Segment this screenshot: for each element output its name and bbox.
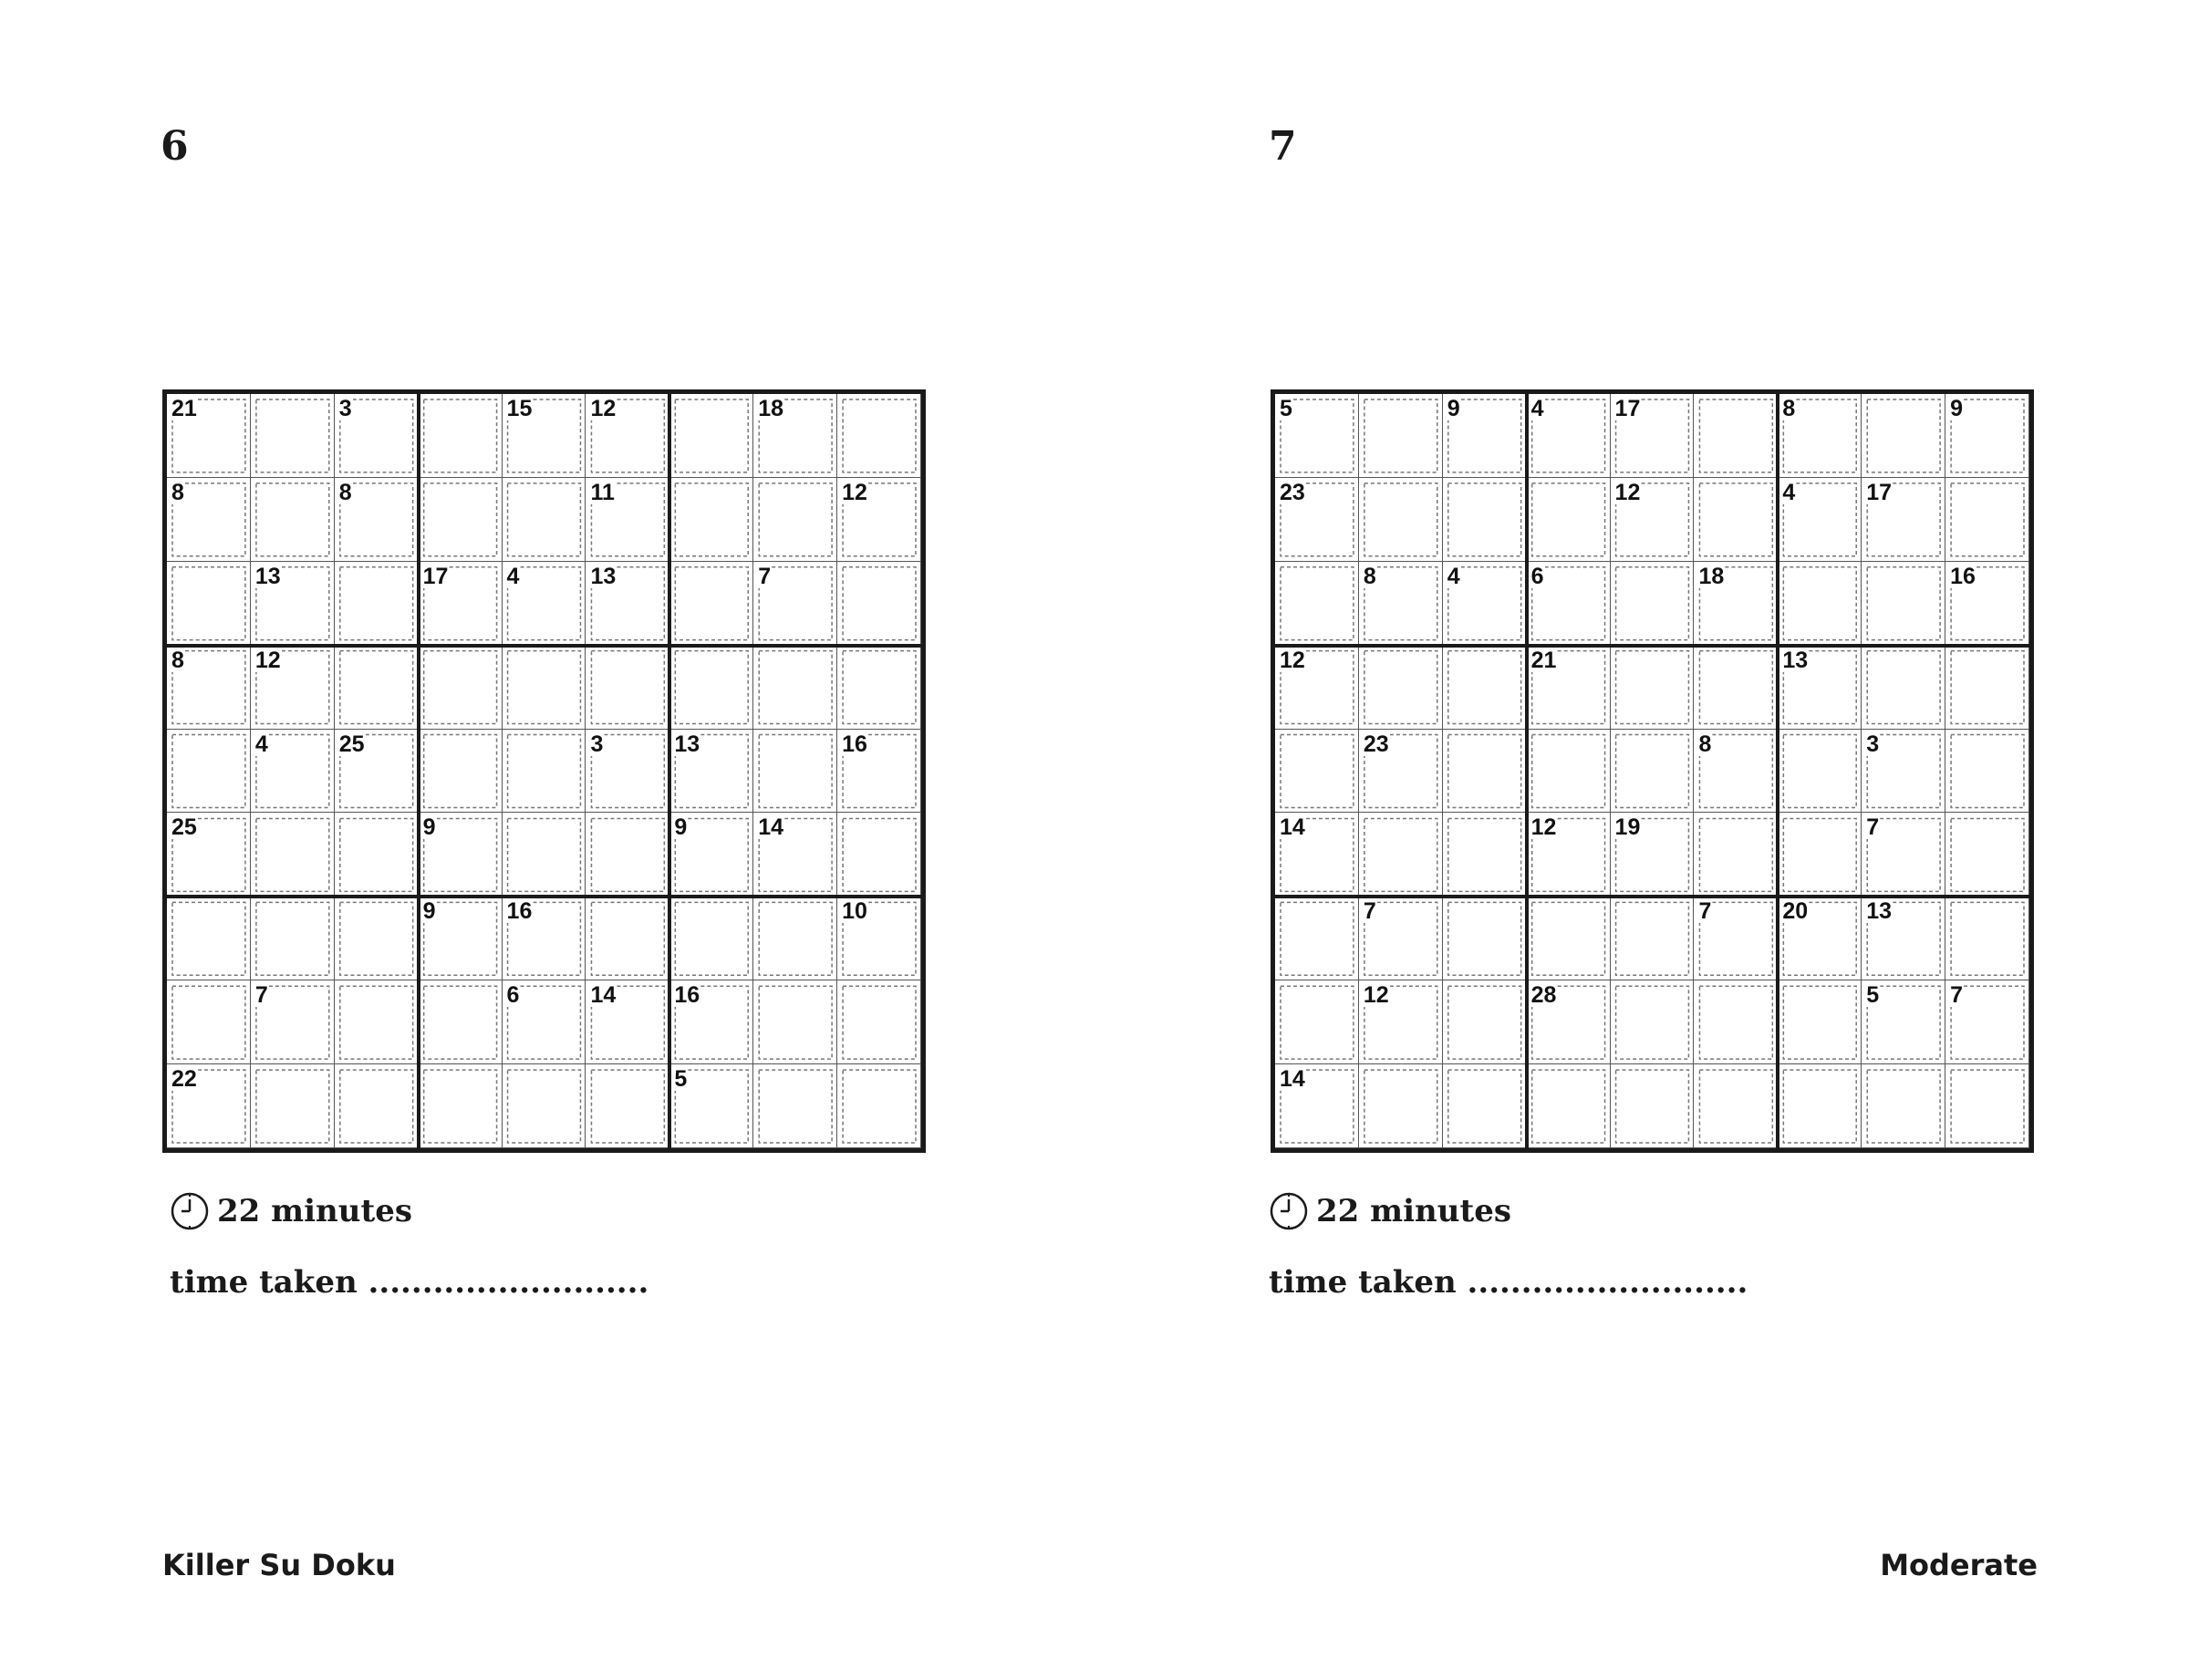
cage-clue: 9 xyxy=(1950,396,1964,421)
grid-cell[interactable] xyxy=(586,1064,669,1148)
cage-clue: 12 xyxy=(1530,814,1557,841)
grid-cell[interactable] xyxy=(1778,562,1862,646)
grid-cell[interactable] xyxy=(586,813,669,897)
cage-clue: 22 xyxy=(171,1066,197,1093)
time-taken-line[interactable]: time taken .......................... xyxy=(1269,1264,1748,1301)
box-divider xyxy=(1525,394,1529,1148)
grid-cell[interactable] xyxy=(1694,813,1778,897)
grid-cell[interactable] xyxy=(1443,730,1527,814)
box-divider xyxy=(417,394,420,1148)
grid-cell[interactable] xyxy=(753,646,837,730)
grid-cell[interactable] xyxy=(586,897,669,980)
cage-clue: 14 xyxy=(1280,814,1305,841)
grid-cell[interactable] xyxy=(1945,730,2029,814)
box-divider xyxy=(668,394,671,1148)
grid-cell[interactable] xyxy=(1611,980,1695,1064)
grid-cell[interactable] xyxy=(503,730,586,814)
clock-icon xyxy=(1269,1191,1309,1231)
cage-clue: 21 xyxy=(171,396,197,421)
grid-cell[interactable] xyxy=(335,897,419,980)
grid-cell[interactable] xyxy=(1527,897,1611,980)
grid-cell[interactable] xyxy=(251,394,335,478)
grid-cell[interactable] xyxy=(1778,1064,1862,1148)
cage-clue: 28 xyxy=(1530,982,1557,1009)
cage-clue: 12 xyxy=(1614,479,1641,505)
grid-cell[interactable] xyxy=(1945,478,2029,562)
grid-cell[interactable] xyxy=(837,813,921,897)
cage-clue: 13 xyxy=(590,563,617,589)
cage-clue: 8 xyxy=(1363,563,1376,589)
grid-cell[interactable] xyxy=(419,1064,503,1148)
grid-cell[interactable] xyxy=(1694,980,1778,1064)
grid-cell[interactable] xyxy=(1275,562,1359,646)
cage-clue: 12 xyxy=(842,479,867,505)
grid-cell[interactable] xyxy=(837,1064,921,1148)
grid-cell[interactable] xyxy=(837,980,921,1064)
grid-cell[interactable] xyxy=(1443,646,1527,730)
cage-clue: 5 xyxy=(1866,982,1880,1009)
cage-clue: 15 xyxy=(506,396,533,421)
box-divider xyxy=(1776,394,1779,1148)
grid-cell[interactable] xyxy=(669,394,753,478)
cage-clue: 7 xyxy=(1866,814,1880,841)
grid-cell[interactable] xyxy=(335,562,419,646)
grid-cell[interactable] xyxy=(753,730,837,814)
grid-cell[interactable] xyxy=(1778,813,1862,897)
cage-clue: 12 xyxy=(1280,647,1305,673)
grid-cell[interactable] xyxy=(167,730,251,814)
grid-cell[interactable] xyxy=(251,478,335,562)
grid-cell[interactable] xyxy=(753,980,837,1064)
cage-clue: 11 xyxy=(590,479,615,505)
grid-cell[interactable] xyxy=(1611,562,1695,646)
cage-clue: 25 xyxy=(171,814,197,841)
cage-clue: 20 xyxy=(1782,898,1809,925)
grid-cell[interactable] xyxy=(167,562,251,646)
cage-clue: 18 xyxy=(1698,563,1725,589)
grid-cell[interactable] xyxy=(753,897,837,980)
grid-cell[interactable] xyxy=(1694,394,1778,478)
cage-clue: 8 xyxy=(338,479,352,505)
grid-cell[interactable] xyxy=(1443,478,1527,562)
grid-cell[interactable] xyxy=(251,813,335,897)
cage-clue: 8 xyxy=(171,479,184,505)
cage-clue: 14 xyxy=(758,814,784,841)
box-divider xyxy=(1275,895,2029,898)
cage-clue: 7 xyxy=(758,563,772,589)
grid-cell[interactable] xyxy=(419,980,503,1064)
cage-clue: 25 xyxy=(338,731,365,757)
grid-cell[interactable] xyxy=(251,1064,335,1148)
cage-clue: 3 xyxy=(1866,731,1880,757)
grid-cell[interactable] xyxy=(335,1064,419,1148)
grid-cell[interactable] xyxy=(1694,478,1778,562)
puzzle-number: 7 xyxy=(1269,123,1297,170)
grid-cell[interactable] xyxy=(1611,897,1695,980)
killer-sudoku-grid[interactable] xyxy=(1271,389,2034,1153)
grid-cell[interactable] xyxy=(1527,730,1611,814)
cage-clue: 14 xyxy=(590,982,617,1009)
grid-cell[interactable] xyxy=(167,980,251,1064)
grid-cell[interactable] xyxy=(1945,897,2029,980)
cage-clue: 8 xyxy=(171,647,184,673)
cage-clue: 3 xyxy=(590,731,604,757)
grid-cell[interactable] xyxy=(503,646,586,730)
cage-clue: 4 xyxy=(254,731,268,757)
time-target-label: 22 minutes xyxy=(1316,1193,1511,1229)
grid-cell[interactable] xyxy=(1862,394,1945,478)
box-divider xyxy=(167,895,921,898)
cage-clue: 7 xyxy=(1698,898,1712,925)
grid-cell[interactable] xyxy=(503,813,586,897)
grid-cell[interactable] xyxy=(1359,478,1443,562)
cage-clue: 4 xyxy=(1447,563,1460,589)
cage-clue: 23 xyxy=(1280,479,1305,505)
cage-clue: 4 xyxy=(506,563,520,589)
grid-cell[interactable] xyxy=(1443,813,1527,897)
grid-cell[interactable] xyxy=(586,646,669,730)
cage-clue: 12 xyxy=(590,396,617,421)
grid-cell[interactable] xyxy=(1945,646,2029,730)
grid-cell[interactable] xyxy=(335,980,419,1064)
grid-cell[interactable] xyxy=(419,478,503,562)
grid-cell[interactable] xyxy=(1778,730,1862,814)
grid-cell[interactable] xyxy=(419,646,503,730)
cage-clue: 16 xyxy=(506,898,533,925)
time-target xyxy=(170,1191,412,1231)
grid-cell[interactable] xyxy=(251,897,335,980)
time-target xyxy=(1269,1191,1511,1231)
grid-cell[interactable] xyxy=(503,478,586,562)
cage-clue: 18 xyxy=(758,396,784,421)
cage-clue: 4 xyxy=(1530,396,1544,421)
grid-cell[interactable] xyxy=(1862,562,1945,646)
grid-cell[interactable] xyxy=(1862,1064,1945,1148)
grid-cell[interactable] xyxy=(1359,1064,1443,1148)
grid-cell[interactable] xyxy=(1359,813,1443,897)
cage-clue: 9 xyxy=(1447,396,1460,421)
grid-cell[interactable] xyxy=(1945,1064,2029,1148)
cage-clue: 12 xyxy=(1363,982,1389,1009)
cage-clue: 9 xyxy=(422,898,436,925)
grid-cell[interactable] xyxy=(837,394,921,478)
box-divider xyxy=(1275,644,2029,648)
grid-cell[interactable] xyxy=(1694,646,1778,730)
cage-clue: 9 xyxy=(674,814,688,841)
grid-cell[interactable] xyxy=(1443,897,1527,980)
cage-clue: 13 xyxy=(1866,898,1893,925)
cage-clue: 5 xyxy=(1280,396,1292,421)
cage-clue: 16 xyxy=(674,982,700,1009)
cage-clue: 6 xyxy=(506,982,520,1009)
puzzle-number: 6 xyxy=(161,123,189,170)
grid-cell[interactable] xyxy=(167,897,251,980)
cage-clue: 23 xyxy=(1363,731,1389,757)
grid-cell[interactable] xyxy=(1275,897,1359,980)
cage-clue: 13 xyxy=(254,563,281,589)
killer-sudoku-grid[interactable] xyxy=(162,389,926,1153)
cage-clue: 19 xyxy=(1614,814,1641,841)
cage-clue: 6 xyxy=(1530,563,1544,589)
clock-icon xyxy=(170,1191,210,1231)
grid-cell[interactable] xyxy=(1945,813,2029,897)
grid-cell[interactable] xyxy=(753,478,837,562)
cage-clue: 17 xyxy=(422,563,449,589)
grid-cell[interactable] xyxy=(1443,1064,1527,1148)
grid-cell[interactable] xyxy=(669,478,753,562)
cage-clue: 16 xyxy=(842,731,867,757)
grid-cell[interactable] xyxy=(419,730,503,814)
grid-cell[interactable] xyxy=(1527,1064,1611,1148)
cage-clue: 8 xyxy=(1782,396,1796,421)
grid-cell[interactable] xyxy=(1611,1064,1695,1148)
grid-cell[interactable] xyxy=(1359,394,1443,478)
grid-cell[interactable] xyxy=(753,1064,837,1148)
grid-cell[interactable] xyxy=(335,813,419,897)
cage-clue: 9 xyxy=(422,814,436,841)
grid-cell[interactable] xyxy=(335,646,419,730)
grid-cell[interactable] xyxy=(419,394,503,478)
cage-clue: 7 xyxy=(254,982,268,1009)
grid-cell[interactable] xyxy=(669,897,753,980)
cage-clue: 10 xyxy=(842,898,867,925)
cage-clue: 7 xyxy=(1363,898,1376,925)
grid-cell[interactable] xyxy=(1359,646,1443,730)
cage-clue: 3 xyxy=(338,396,352,421)
grid-cell[interactable] xyxy=(1443,980,1527,1064)
cage-clue: 12 xyxy=(254,647,281,673)
time-target-label: 22 minutes xyxy=(217,1193,412,1229)
grid-cell[interactable] xyxy=(1275,980,1359,1064)
cage-clue: 4 xyxy=(1782,479,1796,505)
cage-clue: 5 xyxy=(674,1066,688,1093)
difficulty-label: Moderate xyxy=(1880,1548,2038,1582)
cage-clue: 13 xyxy=(1782,647,1809,673)
grid-cell[interactable] xyxy=(1527,478,1611,562)
grid-cell[interactable] xyxy=(837,562,921,646)
grid-cell[interactable] xyxy=(1611,730,1695,814)
cage-clue: 14 xyxy=(1280,1066,1305,1093)
cage-clue: 13 xyxy=(674,731,700,757)
cage-clue: 16 xyxy=(1950,563,1976,589)
book-title: Killer Su Doku xyxy=(162,1548,396,1582)
grid-cell[interactable] xyxy=(669,646,753,730)
time-taken-line[interactable]: time taken .......................... xyxy=(170,1264,649,1301)
cage-clue: 7 xyxy=(1950,982,1964,1009)
grid-cell[interactable] xyxy=(1778,980,1862,1064)
cage-clue: 8 xyxy=(1698,731,1712,757)
cage-clue: 17 xyxy=(1866,479,1893,505)
grid-cell[interactable] xyxy=(1611,646,1695,730)
grid-cell[interactable] xyxy=(1694,1064,1778,1148)
cage-clue: 17 xyxy=(1614,396,1641,421)
grid-cell[interactable] xyxy=(837,646,921,730)
grid-cell[interactable] xyxy=(1862,646,1945,730)
grid-cell[interactable] xyxy=(669,562,753,646)
cage-clue: 21 xyxy=(1530,647,1557,673)
grid-cell[interactable] xyxy=(1275,730,1359,814)
grid-cell[interactable] xyxy=(503,1064,586,1148)
